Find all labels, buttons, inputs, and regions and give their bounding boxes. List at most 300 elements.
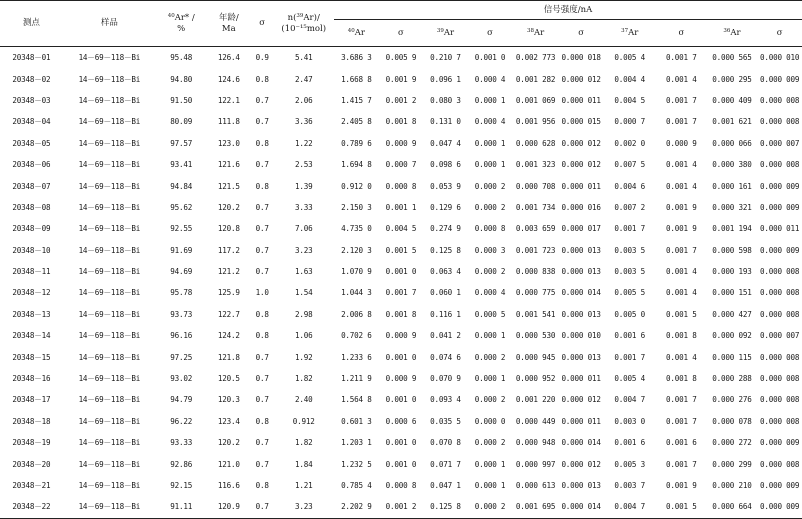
- cell-ar38-sigma: 0.000 014: [559, 496, 604, 518]
- cell-ar37-sigma: 0.001 4: [666, 160, 697, 170]
- cell-ar38-sigma: 0.000 012: [561, 160, 601, 170]
- cell-ar37: 0.001 6: [614, 331, 646, 341]
- cell-ar40-radiogenic: 96.16: [170, 331, 193, 341]
- cell-sample: 14－69－118－Bi: [78, 138, 141, 148]
- cell-ar37-sigma: 0.001 7: [666, 459, 697, 469]
- cell-ar36: 0.000 078: [712, 416, 752, 426]
- cell-point: 20348－17: [12, 395, 51, 405]
- cell-ar39: 0.274 9: [430, 224, 461, 234]
- cell-sample: 14－69－118－Bi: [78, 395, 141, 405]
- cell-ar37-sigma: 0.001 6: [666, 438, 697, 448]
- cell-ar37-sigma: 0.001 4: [666, 74, 697, 84]
- cell-ar36: 0.000 299: [712, 459, 752, 469]
- cell-ar38-sigma: 0.000 014: [561, 288, 601, 298]
- cell-age: 120.3: [217, 395, 240, 405]
- cell-ar37: 0.002 0: [614, 138, 646, 148]
- cell-ar36-sigma: 0.000 007: [759, 138, 800, 148]
- header-n39: n($^{39}$Ar)/ (10⁻¹⁵mol): [273, 1, 334, 47]
- cell-sample: 14－69－118－Bi: [78, 267, 141, 277]
- table-row: [0, 197, 802, 218]
- cell-sample: 14－69－118－Bi: [78, 331, 141, 341]
- cell-age: 121.5: [217, 181, 240, 191]
- cell-point: 20348－10: [12, 245, 51, 255]
- cell-n39: 2.53: [294, 160, 313, 170]
- cell-age: 121.2: [217, 267, 240, 277]
- cell-ar40-sigma: 0.001 0: [385, 352, 417, 362]
- cell-ar39: 0.093 4: [430, 395, 461, 405]
- cell-sample: 14－69－118－Bi: [78, 416, 141, 426]
- cell-ar39: 0.116 1: [430, 309, 461, 319]
- cell-sample: 14－69－118－Bi: [78, 459, 141, 469]
- cell-ar39-sigma: 0.000 2: [474, 181, 506, 191]
- cell-ar36: 0.000 288: [712, 374, 752, 384]
- header-ar40: $^{40}$Ar: [334, 20, 379, 47]
- cell-ar38-sigma: 0.000 013: [561, 481, 601, 490]
- cell-age: 123.4: [217, 416, 240, 426]
- cell-point: 20348－03: [12, 95, 51, 105]
- cell-ar38: 0.000 628: [515, 138, 556, 148]
- cell-point: 20348－09: [12, 224, 51, 234]
- cell-ar37: 0.005 4: [614, 53, 646, 63]
- cell-ar39-sigma: 0.000 4: [474, 117, 506, 127]
- cell-age: 121.0: [217, 459, 240, 469]
- cell-n39: 2.47: [294, 74, 313, 84]
- table-row: [0, 133, 802, 154]
- cell-ar36: 0.000 409: [712, 95, 752, 105]
- cell-ar37-sigma: 0.001 9: [666, 224, 697, 234]
- cell-ar40-sigma: 0.001 8: [385, 309, 417, 319]
- cell-sample: 14－69－118－Bi: [63, 496, 156, 518]
- cell-ar39-sigma: 0.000 2: [474, 352, 506, 362]
- cell-ar40-sigma: 0.000 7: [385, 160, 417, 170]
- header-age: 年龄/ Ma: [207, 1, 252, 47]
- table-row: [0, 411, 802, 432]
- cell-ar36: 0.000 295: [712, 74, 752, 84]
- header-ar36-sigma: σ: [757, 20, 802, 47]
- table-row: [0, 475, 802, 496]
- cell-ar38-sigma: 0.000 012: [561, 74, 601, 84]
- cell-ar36: 0.000 321: [712, 202, 752, 212]
- cell-ar40-sigma: 0.001 8: [385, 117, 417, 127]
- header-ar39: $^{39}$Ar: [423, 20, 468, 47]
- cell-ar38: 0.001 695: [512, 496, 559, 518]
- cell-ar38: 0.000 708: [515, 181, 556, 191]
- cell-ar38-sigma: 0.000 013: [561, 245, 601, 255]
- cell-ar40: 1.044 3: [341, 288, 372, 298]
- cell-ar39: 0.053 9: [430, 181, 461, 191]
- cell-ar37-sigma: 0.001 4: [666, 288, 697, 298]
- table-row: [0, 496, 802, 518]
- cell-point: 20348－19: [12, 438, 51, 448]
- cell-ar40-sigma: 0.000 9: [385, 138, 417, 148]
- cell-age: 124.6: [217, 74, 240, 84]
- cell-ar38: 0.000 948: [515, 438, 556, 448]
- cell-sample: 14－69－118－Bi: [78, 438, 141, 448]
- cell-n39: 1.54: [294, 288, 313, 298]
- cell-point: 20348－14: [12, 331, 51, 341]
- cell-ar37-sigma: 0.001 9: [666, 481, 697, 490]
- cell-ar40: 2.120 3: [341, 245, 372, 255]
- cell-sample: 14－69－118－Bi: [78, 95, 141, 105]
- cell-age: 124.2: [217, 331, 240, 341]
- cell-ar40-sigma: 0.001 0: [385, 395, 417, 405]
- cell-ar37-sigma: 0.001 7: [666, 117, 697, 127]
- cell-ar40-radiogenic: 92.55: [170, 224, 193, 234]
- cell-ar40-sigma: 0.001 1: [385, 202, 417, 212]
- header-ar37: $^{37}$Ar: [603, 20, 656, 47]
- cell-ar40-sigma: 0.001 9: [385, 74, 417, 84]
- cell-n39: 1.92: [294, 352, 313, 362]
- header-signal-group: 信号强度/nA: [334, 1, 802, 20]
- cell-ar40-radiogenic: 80.09: [170, 117, 193, 127]
- cell-ar40-radiogenic: 92.15: [170, 481, 193, 490]
- cell-age-sigma: 0.9: [255, 53, 269, 63]
- cell-ar40-radiogenic: 94.69: [170, 267, 193, 277]
- cell-ar39-sigma: 0.000 2: [474, 395, 506, 405]
- table-row: [0, 453, 802, 474]
- cell-age-sigma: 0.7: [255, 202, 269, 212]
- table-row: [0, 325, 802, 346]
- cell-ar39-sigma: 0.000 2: [474, 202, 506, 212]
- cell-ar40-radiogenic: 91.50: [170, 95, 193, 105]
- cell-ar40: 1.070 9: [341, 267, 372, 277]
- cell-ar36-sigma: 0.000 008: [759, 95, 800, 105]
- cell-ar38-sigma: 0.000 013: [561, 352, 601, 362]
- cell-ar40-radiogenic: 95.62: [170, 202, 193, 212]
- cell-ar38-sigma: 0.000 011: [561, 95, 601, 105]
- cell-ar40-sigma: 0.001 5: [385, 245, 417, 255]
- cell-point: 20348－08: [12, 202, 51, 212]
- cell-ar37: 0.005 0: [614, 309, 646, 319]
- cell-ar40-sigma: 0.000 9: [385, 374, 417, 384]
- cell-ar37: 0.003 0: [614, 416, 646, 426]
- cell-age-sigma: 0.8: [255, 481, 269, 490]
- cell-n39: 7.06: [294, 224, 313, 234]
- cell-sample: 14－69－118－Bi: [78, 288, 141, 298]
- cell-point: 20348－21: [12, 481, 51, 490]
- cell-ar39-sigma: 0.000 1: [474, 374, 506, 384]
- cell-ar37-sigma: 0.000 9: [666, 138, 697, 148]
- cell-ar36-sigma: 0.000 008: [759, 374, 800, 384]
- cell-age-sigma: 0.7: [255, 267, 269, 277]
- cell-ar39-sigma: 0.000 1: [474, 459, 506, 469]
- cell-ar39: 0.125 8: [430, 245, 461, 255]
- cell-ar37-sigma: 0.001 9: [666, 202, 697, 212]
- table-row: [0, 389, 802, 410]
- cell-ar38: 0.000 945: [515, 352, 556, 362]
- cell-ar40: 1.232 5: [341, 459, 372, 469]
- cell-ar36: 0.000 092: [712, 331, 752, 341]
- cell-ar40-sigma: 0.004 5: [385, 224, 417, 234]
- cell-sample: 14－69－118－Bi: [78, 352, 141, 362]
- cell-ar39-sigma: 0.000 5: [474, 309, 506, 319]
- cell-ar37: 0.005 5: [614, 288, 646, 298]
- cell-age: 120.2: [217, 438, 240, 448]
- cell-age-sigma: 0.8: [255, 74, 269, 84]
- cell-ar36: 0.000 380: [712, 160, 752, 170]
- header-ar37-sigma: σ: [656, 20, 707, 47]
- cell-ar39: 0.035 5: [430, 416, 461, 426]
- cell-n39: 1.63: [294, 267, 313, 277]
- cell-ar37-sigma: 0.001 7: [666, 95, 697, 105]
- cell-ar40: 0.789 6: [341, 138, 372, 148]
- cell-ar36-sigma: 0.000 009: [759, 74, 800, 84]
- cell-ar39: 0.047 1: [430, 481, 461, 490]
- cell-ar40: 1.203 1: [341, 438, 372, 448]
- cell-point: 20348－13: [12, 309, 51, 319]
- table-row: [0, 346, 802, 367]
- cell-ar36: 0.001 194: [712, 224, 752, 234]
- table-row: [0, 304, 802, 325]
- cell-ar38: 0.002 773: [515, 53, 556, 63]
- cell-ar37-sigma: 0.001 7: [666, 416, 697, 426]
- cell-ar37-sigma: 0.001 5: [666, 309, 697, 319]
- cell-age: 111.8: [217, 117, 240, 127]
- cell-ar40-radiogenic: 94.84: [170, 181, 193, 191]
- cell-sample: 14－69－118－Bi: [78, 374, 141, 384]
- cell-ar36-sigma: 0.000 009: [759, 202, 800, 212]
- cell-ar36-sigma: 0.000 011: [759, 224, 800, 234]
- cell-ar40: 2.150 3: [341, 202, 372, 212]
- table-row: [0, 261, 802, 282]
- cell-age-sigma: 0.8: [255, 138, 269, 148]
- cell-ar39: 0.131 0: [430, 117, 461, 127]
- cell-ar39-sigma: 0.000 8: [474, 224, 506, 234]
- cell-ar37-sigma: 0.001 5: [656, 496, 707, 518]
- cell-point: 20348－22: [0, 496, 63, 518]
- cell-n39: 3.36: [294, 117, 313, 127]
- cell-ar40-radiogenic: 91.11: [156, 496, 207, 518]
- table-row: [0, 368, 802, 389]
- cell-ar38: 0.001 282: [515, 74, 556, 84]
- header-ar38-sigma: σ: [559, 20, 604, 47]
- cell-ar37-sigma: 0.001 8: [666, 331, 697, 341]
- cell-ar36-sigma: 0.000 010: [759, 53, 800, 63]
- cell-ar36: 0.000 115: [712, 352, 752, 362]
- cell-ar40: 1.415 7: [341, 95, 372, 105]
- cell-ar38-sigma: 0.000 016: [561, 202, 601, 212]
- cell-ar38-sigma: 0.000 011: [561, 374, 601, 384]
- cell-ar40: 0.785 4: [341, 481, 372, 490]
- cell-ar39-sigma: 0.000 4: [474, 74, 506, 84]
- cell-sample: 14－69－118－Bi: [78, 245, 141, 255]
- cell-ar40-radiogenic: 91.69: [170, 245, 193, 255]
- cell-ar37: 0.004 4: [614, 74, 646, 84]
- cell-age: 122.1: [217, 95, 240, 105]
- cell-ar38-sigma: 0.000 013: [561, 267, 601, 277]
- cell-ar37: 0.005 3: [614, 459, 646, 469]
- cell-ar36-sigma: 0.000 009: [759, 245, 800, 255]
- cell-sample: 14－69－118－Bi: [78, 117, 141, 127]
- cell-ar37: 0.001 7: [614, 352, 646, 362]
- cell-ar36: 0.000 066: [712, 138, 752, 148]
- cell-point: 20348－06: [12, 160, 51, 170]
- cell-age-sigma: 0.7: [255, 352, 269, 362]
- table-row: [0, 218, 802, 239]
- cell-ar37: 0.001 6: [614, 438, 646, 448]
- table-row: [0, 282, 802, 303]
- cell-n39: 2.06: [294, 95, 313, 105]
- cell-age: 120.5: [217, 374, 240, 384]
- cell-point: 20348－11: [12, 267, 51, 277]
- cell-ar40: 3.686 3: [341, 53, 372, 63]
- cell-age: 123.0: [217, 138, 240, 148]
- cell-ar39: 0.060 1: [430, 288, 461, 298]
- cell-n39: 1.21: [294, 481, 313, 490]
- cell-ar37: 0.004 6: [614, 181, 646, 191]
- cell-ar38: 0.000 952: [515, 374, 556, 384]
- cell-ar36: 0.000 151: [712, 288, 752, 298]
- cell-ar40-radiogenic: 95.78: [170, 288, 193, 298]
- cell-point: 20348－16: [12, 374, 51, 384]
- header-ar40-radiogenic: $^{40}$Ar* / %: [156, 1, 207, 47]
- cell-n39: 0.912: [292, 416, 315, 426]
- cell-ar39: 0.070 9: [430, 374, 461, 384]
- cell-ar36: 0.000 161: [712, 181, 752, 191]
- cell-ar38: 0.001 956: [515, 117, 556, 127]
- cell-ar40-radiogenic: 97.57: [170, 138, 193, 148]
- cell-ar36: 0.000 272: [712, 438, 752, 448]
- cell-ar40: 2.202 9: [334, 496, 379, 518]
- cell-point: 20348－15: [12, 352, 51, 362]
- cell-ar38: 0.000 530: [515, 331, 556, 341]
- cell-age-sigma: 1.0: [255, 288, 269, 298]
- cell-n39: 1.84: [294, 459, 313, 469]
- cell-ar39-sigma: 0.001 0: [474, 53, 506, 63]
- cell-ar37: 0.003 5: [614, 245, 646, 255]
- cell-ar39-sigma: 0.000 3: [474, 245, 506, 255]
- cell-ar36-sigma: 0.000 009: [759, 181, 800, 191]
- cell-point: 20348－01: [12, 53, 51, 63]
- cell-ar36-sigma: 0.000 009: [759, 438, 800, 448]
- cell-ar39: 0.129 6: [430, 202, 461, 212]
- cell-ar40: 1.668 8: [341, 74, 372, 84]
- cell-ar38: 0.001 220: [515, 395, 556, 405]
- cell-age-sigma: 0.7: [255, 117, 269, 127]
- cell-ar39: 0.071 7: [430, 459, 461, 469]
- cell-ar39-sigma: 0.000 1: [474, 160, 506, 170]
- cell-ar39-sigma: 0.000 1: [474, 481, 506, 490]
- cell-age-sigma: 0.7: [255, 160, 269, 170]
- cell-age: 120.8: [217, 224, 240, 234]
- cell-ar39: 0.070 8: [430, 438, 461, 448]
- cell-ar40-sigma: 0.005 9: [385, 53, 417, 63]
- cell-ar39: 0.125 8: [423, 496, 468, 518]
- cell-ar38-sigma: 0.000 011: [561, 416, 601, 426]
- cell-ar37-sigma: 0.001 4: [666, 352, 697, 362]
- cell-ar38-sigma: 0.000 018: [561, 53, 601, 63]
- cell-ar40: 0.601 3: [341, 416, 372, 426]
- cell-sample: 14－69－118－Bi: [78, 202, 141, 212]
- cell-ar39-sigma: 0.000 2: [468, 496, 513, 518]
- cell-sample: 14－69－118－Bi: [78, 309, 141, 319]
- table-row: [0, 240, 802, 261]
- cell-sample: 14－69－118－Bi: [78, 224, 141, 234]
- cell-ar40: 1.233 6: [341, 352, 372, 362]
- cell-n39: 1.06: [294, 331, 313, 341]
- cell-ar38-sigma: 0.000 012: [561, 459, 601, 469]
- cell-ar38: 0.000 997: [515, 459, 556, 469]
- cell-age: 122.7: [217, 309, 240, 319]
- cell-age: 116.6: [217, 481, 240, 490]
- cell-ar38: 0.000 613: [515, 481, 556, 490]
- cell-ar36: 0.000 565: [712, 53, 752, 63]
- cell-ar40: 2.405 8: [341, 117, 372, 127]
- cell-ar38: 0.001 069: [515, 95, 556, 105]
- cell-ar39: 0.080 3: [430, 95, 461, 105]
- cell-ar37-sigma: 0.001 8: [666, 374, 697, 384]
- cell-ar40-radiogenic: 93.41: [170, 160, 193, 170]
- cell-age-sigma: 0.7: [251, 496, 273, 518]
- cell-age-sigma: 0.7: [255, 438, 269, 448]
- cell-ar38: 0.000 838: [515, 267, 556, 277]
- cell-ar38-sigma: 0.000 010: [561, 331, 601, 341]
- cell-age-sigma: 0.7: [255, 224, 269, 234]
- cell-ar39-sigma: 0.000 2: [474, 267, 506, 277]
- cell-ar40-sigma: 0.001 7: [385, 288, 417, 298]
- cell-ar39: 0.047 4: [430, 138, 461, 148]
- cell-n39: 3.23: [273, 496, 334, 518]
- cell-n39: 5.41: [294, 53, 313, 63]
- cell-point: 20348－04: [12, 117, 51, 127]
- cell-ar38: 0.001 323: [515, 160, 556, 170]
- cell-ar36: 0.000 193: [712, 267, 752, 277]
- cell-ar40-sigma: 0.001 2: [379, 496, 424, 518]
- cell-ar38: 0.003 659: [515, 224, 556, 234]
- cell-age-sigma: 0.7: [255, 95, 269, 105]
- cell-ar38-sigma: 0.000 013: [561, 309, 601, 319]
- cell-ar37-sigma: 0.001 4: [666, 181, 697, 191]
- cell-ar39-sigma: 0.000 4: [474, 288, 506, 298]
- cell-n39: 3.33: [294, 202, 313, 212]
- cell-ar40-sigma: 0.000 6: [385, 416, 417, 426]
- cell-ar37: 0.004 5: [614, 95, 646, 105]
- cell-ar40: 0.912 0: [341, 181, 372, 191]
- cell-n39: 1.82: [294, 438, 313, 448]
- cell-ar38-sigma: 0.000 011: [561, 181, 601, 191]
- table-row: [0, 432, 802, 453]
- cell-ar40-sigma: 0.000 9: [385, 331, 417, 341]
- cell-ar37-sigma: 0.001 7: [666, 245, 697, 255]
- cell-ar36: 0.000 276: [712, 395, 752, 405]
- cell-sample: 14－69－118－Bi: [78, 181, 141, 191]
- cell-age: 117.2: [217, 245, 240, 255]
- cell-ar36-sigma: 0.000 008: [759, 309, 800, 319]
- cell-ar36-sigma: 0.000 007: [759, 331, 800, 341]
- cell-ar40-sigma: 0.001 0: [385, 438, 417, 448]
- cell-ar39: 0.074 6: [430, 352, 461, 362]
- cell-age-sigma: 0.8: [255, 416, 269, 426]
- cell-ar36-sigma: 0.000 009: [759, 481, 800, 490]
- cell-ar40-radiogenic: 93.73: [170, 309, 193, 319]
- cell-ar36-sigma: 0.000 008: [759, 288, 800, 298]
- cell-age: 121.6: [217, 160, 240, 170]
- cell-age-sigma: 0.7: [255, 395, 269, 405]
- cell-ar38-sigma: 0.000 017: [561, 224, 601, 234]
- cell-ar39-sigma: 0.000 1: [474, 331, 506, 341]
- cell-ar38: 0.000 775: [515, 288, 556, 298]
- cell-ar39: 0.041 2: [430, 331, 461, 341]
- cell-ar36: 0.000 210: [712, 481, 752, 490]
- cell-n39: 1.39: [294, 181, 313, 191]
- cell-ar36-sigma: 0.000 009: [757, 496, 802, 518]
- cell-n39: 1.22: [294, 138, 313, 148]
- cell-age: 121.8: [217, 352, 240, 362]
- cell-age: 126.4: [217, 53, 240, 63]
- cell-sample: 14－69－118－Bi: [78, 74, 141, 84]
- cell-ar40-radiogenic: 93.33: [170, 438, 193, 448]
- cell-point: 20348－18: [12, 416, 51, 426]
